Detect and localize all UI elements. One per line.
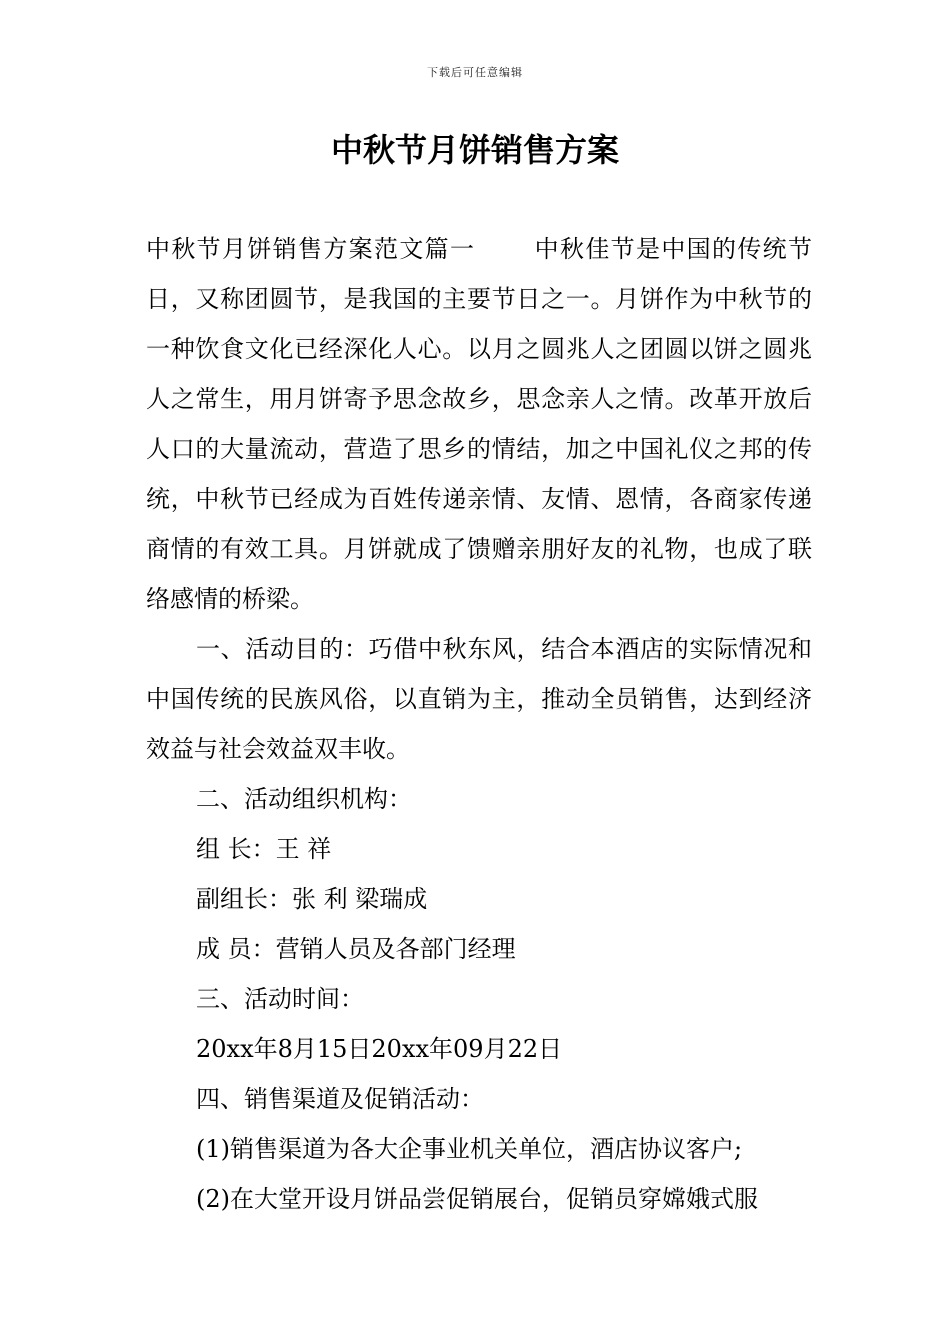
section-2-heading: 二、活动组织机构： [196,785,412,813]
list-item-2: (2)在大堂开设月饼品尝促销展台，促销员穿嫦娥式服 [196,1185,758,1213]
section-1-paragraph: 一、活动目的：巧借中秋东风，结合本酒店的实际情况和中国传统的民族风俗，以直销为主，推动全员销售，达到经济效益与社会效益双丰收。 [146,635,812,763]
leader-line: 组 长：王 祥 [196,835,332,863]
deputy-line: 副组长：张 利 梁瑞成 [196,885,428,913]
intro-lead: 中秋节月饼销售方案范文篇一 [146,235,476,263]
members-line: 成 员：营销人员及各部门经理 [196,935,516,963]
section-4-heading: 四、销售渠道及促销活动： [196,1085,484,1113]
document-body [146,224,812,1224]
document-title: 中秋节月饼销售方案 [330,131,619,169]
list-item-1: (1)销售渠道为各大企事业机关单位，酒店协议客户; [196,1135,743,1163]
page-header-note: 下载后可任意编辑 [427,66,523,79]
activity-time: 20xx年8月15日20xx年09月22日 [196,1035,563,1063]
intro-paragraph [146,224,812,624]
section-3-heading: 三、活动时间： [196,985,364,1013]
intro-text: 中秋佳节是中国的传统节日，又称团圆节，是我国的主要节日之一。月饼作为中秋节的一种饮食文化已经深化人心。以月之圆兆人之团圆以饼之圆兆人之常生，用月饼寄予思念故乡，思念亲人之情。改革开放后人口的大量流动，营造了思乡的情结，加之中国礼仪之邦的传统，中秋节已经成为百姓传递亲情、友情、恩情，各商家传递商情的有效工具。月饼就成了馈赠亲朋好友的礼物，也成了联络感情的桥梁。 [146,235,813,613]
